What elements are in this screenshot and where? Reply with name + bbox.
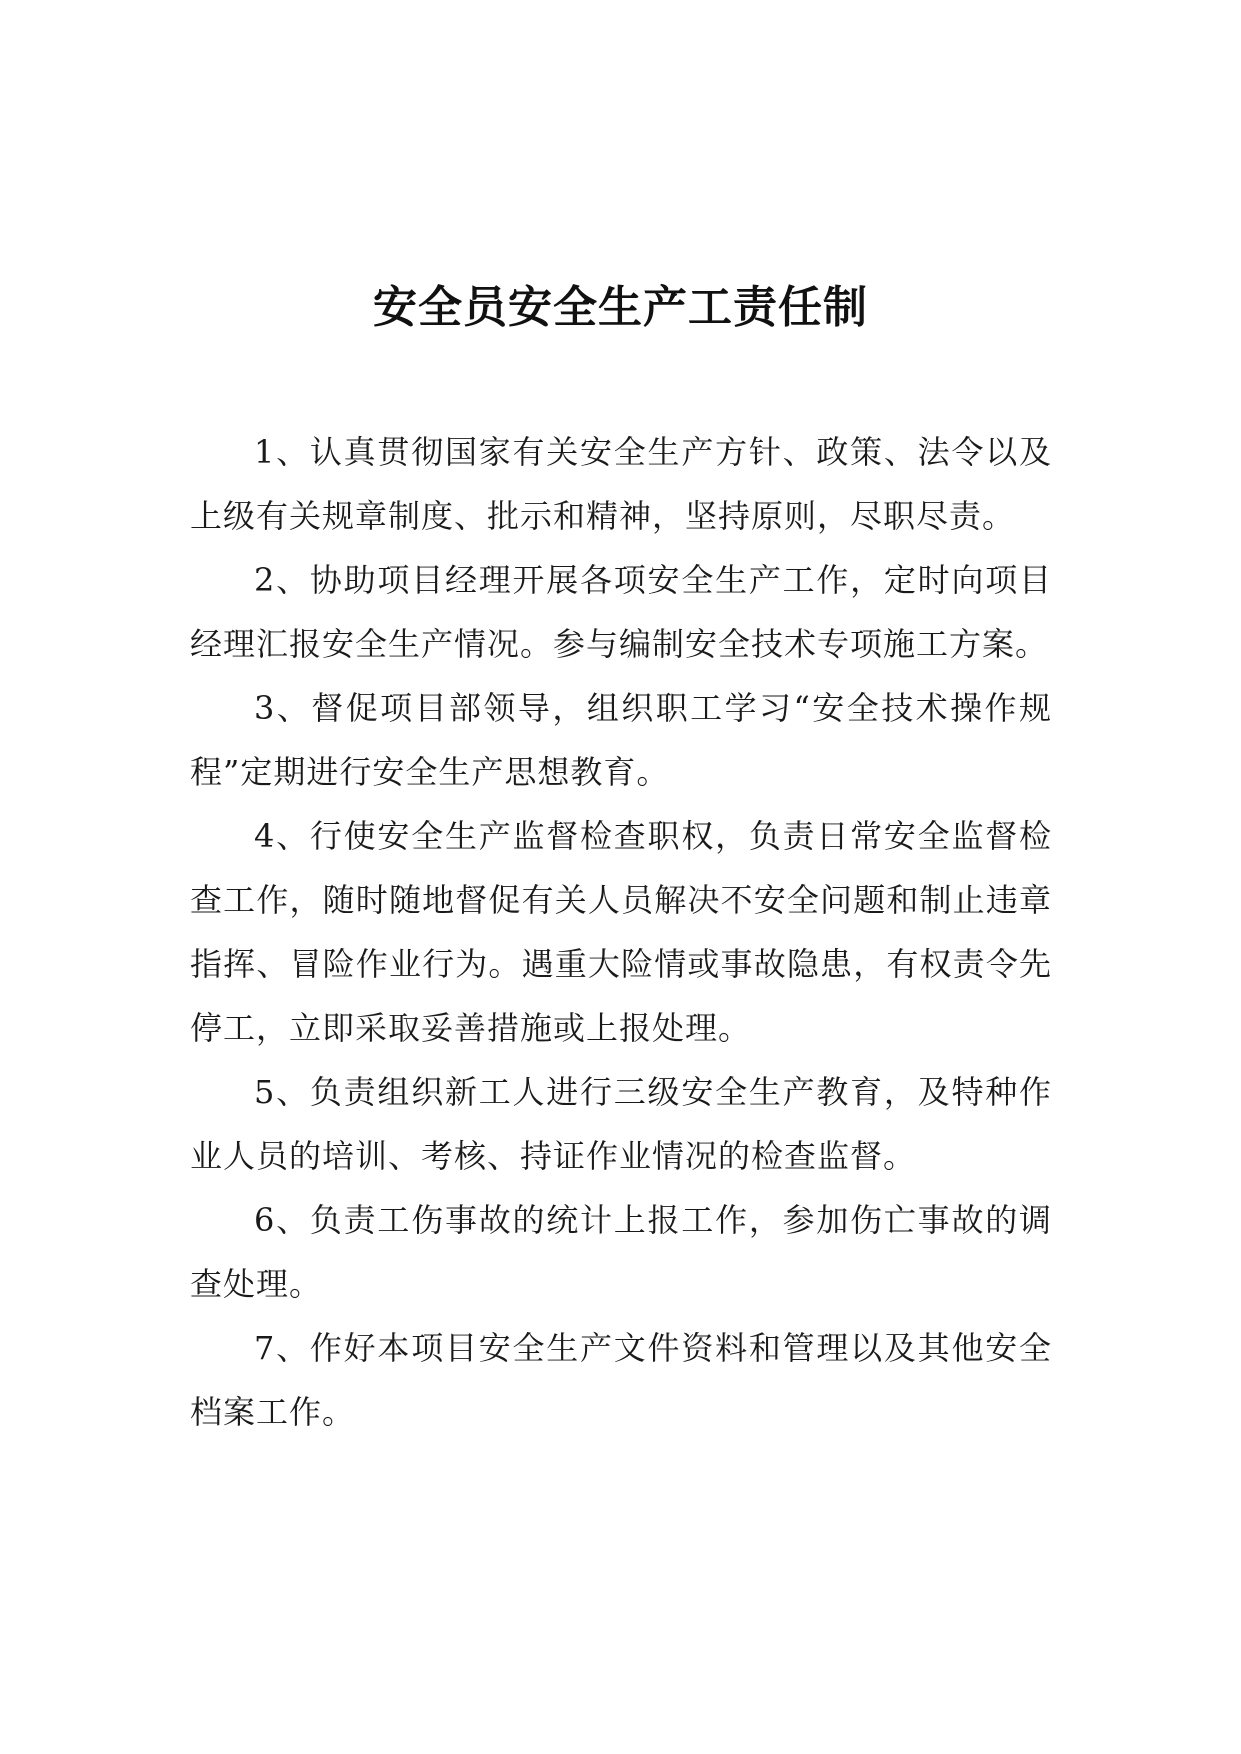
document-title: 安全员安全生产工责任制 xyxy=(373,282,868,333)
clause-5: 5、负责组织新工人进行三级安全生产教育，及特种作业人员的培训、考核、持证作业情况的检查监督。 xyxy=(190,1073,1052,1175)
document-body xyxy=(190,420,1052,1444)
clause-4: 4、行使安全生产监督检查职权，负责日常安全监督检查工作，随时随地督促有关人员解决不安全问题和制止违章指挥、冒险作业行为。遇重大险情或事故隐患，有权责令先停工，立即采取妥善措施或上报处理。 xyxy=(190,817,1052,1047)
clause-3: 3、督促项目部领导，组织职工学习“安全技术操作规程”定期进行安全生产思想教育。 xyxy=(190,689,1052,791)
clause-2: 2、协助项目经理开展各项安全生产工作，定时向项目经理汇报安全生产情况。参与编制安全技术专项施工方案。 xyxy=(190,561,1052,663)
clause-7: 7、作好本项目安全生产文件资料和管理以及其他安全档案工作。 xyxy=(190,1329,1052,1431)
clause-1: 1、认真贯彻国家有关安全生产方针、政策、法令以及上级有关规章制度、批示和精神，坚持原则，尽职尽责。 xyxy=(190,433,1052,535)
clause-6: 6、负责工伤事故的统计上报工作，参加伤亡事故的调查处理。 xyxy=(190,1201,1052,1303)
